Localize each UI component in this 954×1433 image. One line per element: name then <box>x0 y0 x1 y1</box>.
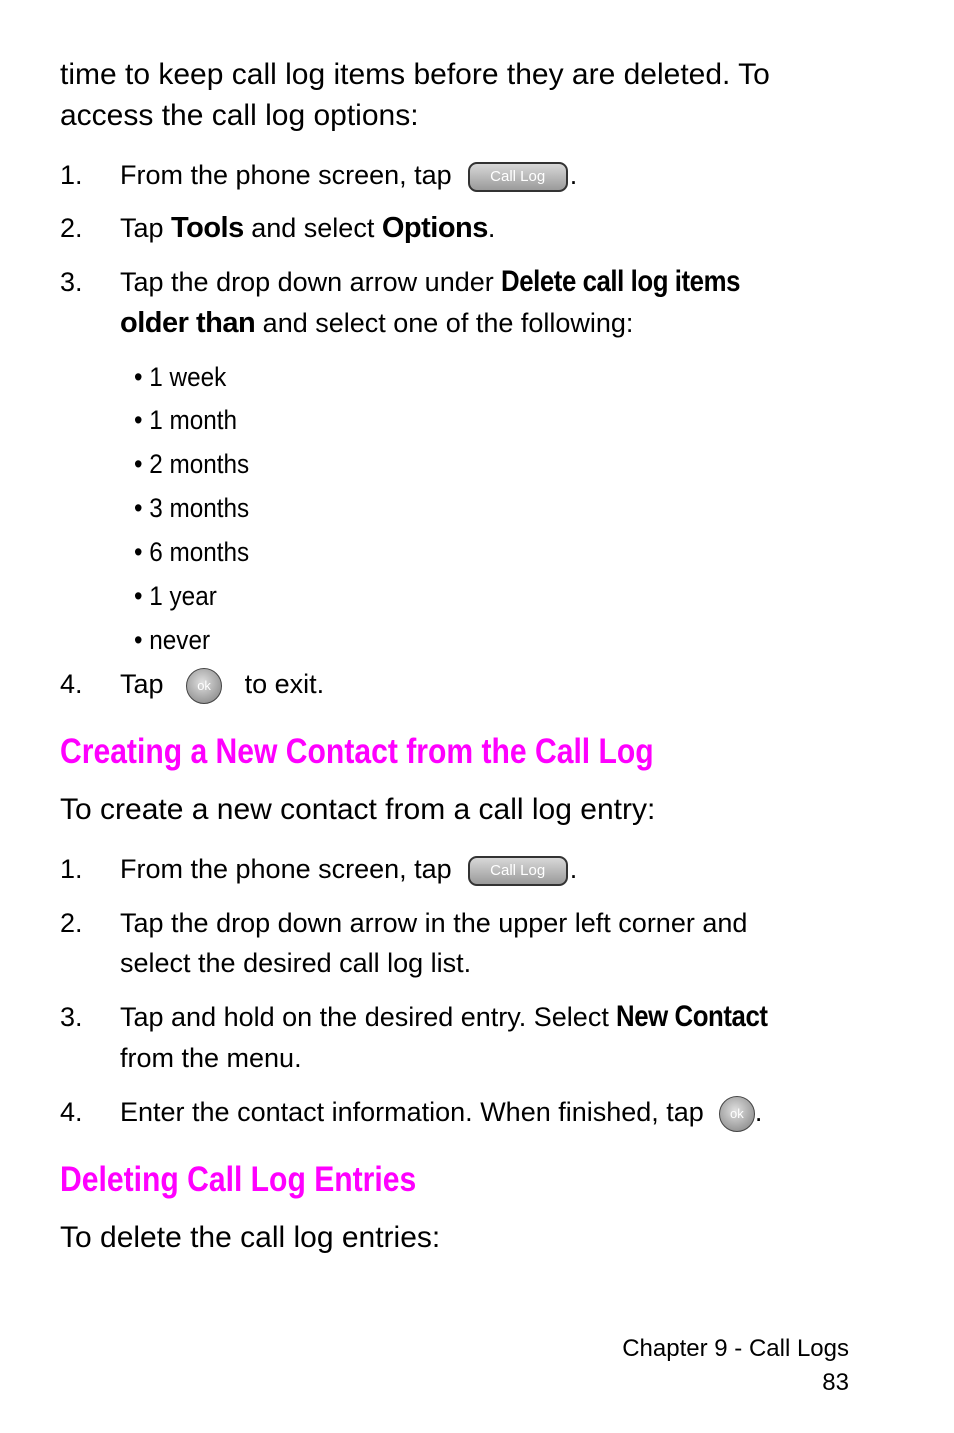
step-text-content: From the phone screen, tap <box>120 854 452 884</box>
step-number: 1. <box>60 854 83 884</box>
step-number: 2. <box>60 908 83 938</box>
step-2-3 <box>0 997 954 1079</box>
list-item: • never <box>134 625 211 655</box>
step-number: 4. <box>60 669 83 699</box>
call-log-button-icon: Call Log <box>468 856 568 886</box>
ok-button-icon: ok <box>186 668 222 704</box>
tools-label: Tools <box>171 212 244 244</box>
step-1-3 <box>0 262 954 344</box>
list-item: • 2 months <box>134 449 250 479</box>
step-number: 3. <box>60 267 83 297</box>
step-2-2 <box>0 903 954 985</box>
step-text <box>120 208 495 248</box>
step-text-post: to exit. <box>244 669 325 699</box>
step-text-post: and select one of the following: <box>255 308 634 338</box>
step-2-1 <box>0 849 954 889</box>
call-log-button-icon: Call Log <box>468 162 568 192</box>
delete-call-log-items-label: Delete call log items <box>501 265 741 298</box>
section-heading-create-contact: Creating a New Contact from the Call Log <box>60 732 654 771</box>
intro-line-2: access the call log options: <box>60 99 419 132</box>
step-2-4 <box>0 1092 954 1136</box>
step-text-pre: Tap <box>120 669 164 699</box>
step-text-line-2: select the desired call log list. <box>120 948 472 978</box>
step-1-2 <box>0 208 954 248</box>
step-text-after: . <box>569 854 578 884</box>
list-item: • 1 month <box>134 405 238 435</box>
step-number: 2. <box>60 213 83 243</box>
older-than-label: older than <box>120 307 256 339</box>
new-contact-label: New Contact <box>616 1000 768 1033</box>
list-item: • 6 months <box>134 537 250 567</box>
step-text-pre: Tap the drop down arrow under <box>120 267 502 297</box>
step-text-line-1 <box>120 262 779 302</box>
step-text-line-1: Tap the drop down arrow in the upper left corner and <box>120 908 748 938</box>
step-text-content: From the phone screen, tap <box>120 160 452 190</box>
step-text-after: . <box>487 213 496 243</box>
step-text <box>120 849 577 889</box>
step-text-after: . <box>754 1097 763 1127</box>
list-item: • 1 week <box>134 362 227 392</box>
page-number: 83 <box>822 1369 849 1396</box>
options-label: Options <box>381 212 488 244</box>
step-text-line-1 <box>120 997 793 1037</box>
step-text-pre: Tap and hold on the desired entry. Select <box>120 1002 617 1032</box>
intro-line-1: time to keep call log items before they are deleted. To <box>60 58 770 91</box>
footer-chapter: Chapter 9 - Call Logs <box>622 1335 849 1362</box>
step-1-1 <box>0 155 954 195</box>
step-text <box>120 1092 762 1132</box>
step-text-after: . <box>569 160 578 190</box>
step-number: 1. <box>60 160 83 190</box>
section-intro: To delete the call log entries: <box>60 1221 441 1254</box>
step-1-4 <box>0 664 954 708</box>
step-text-line-2: from the menu. <box>120 1043 302 1073</box>
step-text-pre: Enter the contact information. When finished, tap <box>120 1097 704 1127</box>
list-item: • 3 months <box>134 493 250 523</box>
step-text <box>120 155 577 195</box>
step-number: 4. <box>60 1097 83 1127</box>
section-heading-delete-entries: Deleting Call Log Entries <box>60 1160 417 1199</box>
section-intro: To create a new contact from a call log entry: <box>60 793 656 826</box>
step-number: 3. <box>60 1002 83 1032</box>
list-item: • 1 year <box>134 581 217 611</box>
step-text-line-2 <box>120 303 633 343</box>
ok-button-icon: ok <box>719 1096 755 1132</box>
step-text-mid: and select <box>243 213 382 243</box>
step-text <box>120 664 324 704</box>
step-text-pre: Tap <box>120 213 172 243</box>
